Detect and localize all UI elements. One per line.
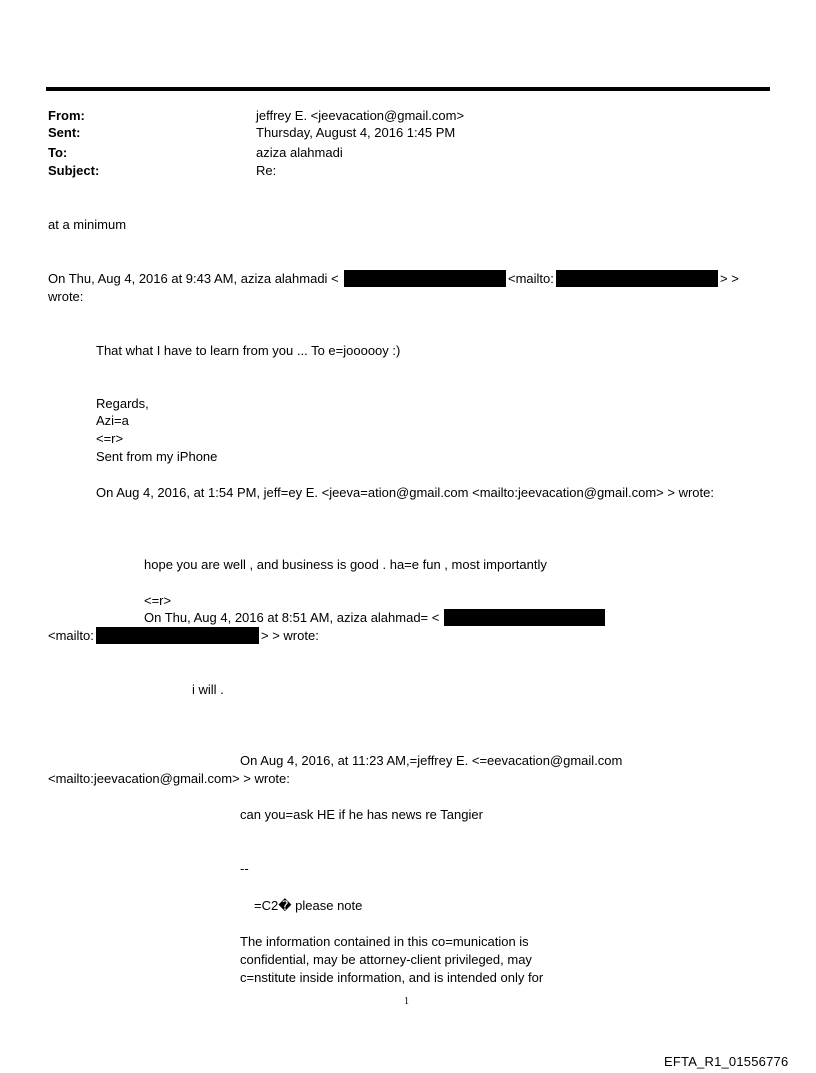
quote4-line1: On Aug 4, 2016, at 11:23 AM,=jeffrey E. <=eevacation@gmail.com bbox=[240, 753, 623, 768]
redaction-block bbox=[344, 270, 506, 287]
quote3-close: > > wrote: bbox=[261, 628, 319, 643]
subject-label: Subject: bbox=[48, 163, 100, 178]
from-label: From: bbox=[48, 108, 85, 123]
disclaimer-line: confidential, may be attorney-client privileged, may bbox=[240, 952, 532, 967]
quote1-prefix: On Thu, Aug 4, 2016 at 9:43 AM, aziza alahmadi < bbox=[48, 271, 339, 286]
disclaimer-line: c=nstitute inside information, and is intended only for bbox=[240, 970, 544, 985]
disclaimer-line: The information contained in this co=munication is bbox=[240, 934, 529, 949]
signature-name: Azi=a bbox=[96, 413, 129, 428]
message1-text: That what I have to learn from you ... To e=joooooy :) bbox=[96, 343, 401, 358]
quote3-prefix: On Thu, Aug 4, 2016 at 8:51 AM, aziza alahmad= < bbox=[144, 610, 440, 625]
sent-from-text: Sent from my iPhone bbox=[96, 449, 218, 464]
quote1-close: > > bbox=[720, 271, 739, 286]
bates-number: EFTA_R1_01556776 bbox=[664, 1054, 789, 1069]
signature-separator: -- bbox=[240, 861, 249, 876]
page-number: 1 bbox=[404, 996, 409, 1007]
to-label: To: bbox=[48, 145, 68, 160]
quote1-wrote: wrote: bbox=[48, 289, 84, 304]
quote2-text: On Aug 4, 2016, at 1:54 PM, jeff=ey E. <jeeva=ation@gmail.com <mailto:jeevacation@gmail.com> > wrote: bbox=[96, 485, 714, 500]
to-value: aziza alahmadi bbox=[256, 145, 343, 160]
message2-r: <=r> bbox=[144, 593, 172, 608]
signature-r: <=r> bbox=[96, 431, 124, 446]
quote1-mailto: <mailto: bbox=[508, 271, 554, 286]
message3-text: i will . bbox=[192, 682, 224, 697]
header-rule bbox=[46, 87, 770, 91]
subject-value: Re: bbox=[256, 163, 277, 178]
redaction-block bbox=[444, 609, 605, 626]
redaction-block bbox=[96, 627, 259, 644]
message4-text: can you=ask HE if he has news re Tangier bbox=[240, 807, 483, 822]
from-value: jeffrey E. <jeevacation@gmail.com> bbox=[256, 108, 465, 123]
regards-text: Regards, bbox=[96, 396, 149, 411]
message2-text: hope you are well , and business is good . ha=e fun , most importantly bbox=[144, 557, 547, 572]
quote3-mailto: <mailto: bbox=[48, 628, 94, 643]
please-note-text: =C2� please note bbox=[254, 898, 363, 913]
reply-text: at a minimum bbox=[48, 217, 127, 232]
sent-label: Sent: bbox=[48, 125, 81, 140]
redaction-block bbox=[556, 270, 718, 287]
quote4-line2: <mailto:jeevacation@gmail.com> > wrote: bbox=[48, 771, 290, 786]
sent-value: Thursday, August 4, 2016 1:45 PM bbox=[256, 125, 456, 140]
